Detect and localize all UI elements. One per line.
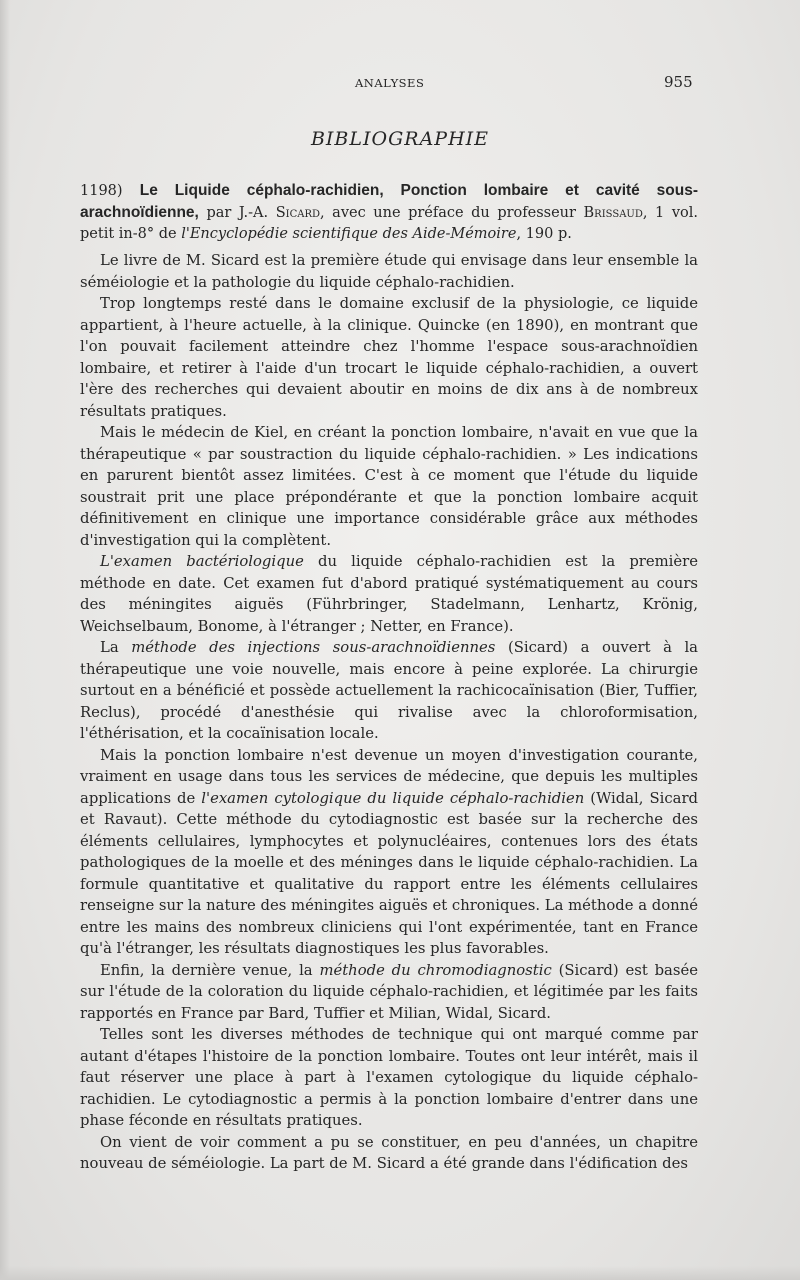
paragraph-text: (Widal, Sicard et Ravaut). Cette méthode du cytodiagnostic est basée sur la recherche des éléments cellulaires, lymphocytes et polynucléaires, contenues lors des états pathologiques de la moelle et des méninges dans le liquide céphalo-rachidien. La formule quantitative et qualitative du rapport entre les éléments cellulaires renseigne sur la nature des méningites aiguës et chroniques. La méthode a donné entre les mains des nombreux cliniciens qui l'ont expérimentée, tant en France qu'à l'étranger, les résultats diagnostiques les plus favorables. [80,789,698,957]
paragraph-emphasis: méthode du chromodiagnostic [319,961,552,979]
bibliography-entry [80,180,698,245]
paragraph [80,745,698,960]
section-title: BIBLIOGRAPHIE [310,128,490,150]
paragraph [80,422,698,551]
paragraph-emphasis: L'examen bactériologique [100,553,304,570]
entry-prefacer: Brissaud [583,205,643,221]
paragraph-text: Mais la ponction lombaire n'est devenue un moyen d'investigation courante, vraiment en usage dans tous les services de médecine, que depuis les multiples applications de [80,746,698,807]
paragraph-text: La [100,639,132,656]
paragraph-text: Mais le médecin de Kiel, en créant la ponction lombaire, n'avait en vue que la thérapeutique « par soustraction du liquide céphalo-rachidien. » Les indications en parurent bientôt assez limitées. C'est à ce moment que l'étude du liquide soustrait prit une place prépondérante et que la ponction lombaire acquit définitivement en clinique une importance considérable grâce aux méthodes d'investigation qui la complètent. [80,424,698,549]
paragraph-text: (Sicard) est basée sur l'étude de la coloration du liquide céphalo-rachidien, et légitimée par les faits rapportés en France par Bard, Tuffier et Milian, Widal, Sicard. [80,961,698,1022]
entry-number: 1198) [80,183,123,199]
running-title: ANALYSES [355,76,425,90]
paragraph [80,293,698,422]
paragraph [80,1132,698,1175]
entry-author: J.-A. Sicard [238,205,320,221]
entry-volume-text: , 1 vol. petit in-8° de [80,205,698,242]
running-head [0,74,800,94]
paragraph-text: Le livre de M. Sicard est la première étude qui envisage dans leur ensemble la séméiologie et la pathologie du liquide céphalo-rachidien. [80,252,698,291]
paragraph-text: (Sicard) a ouvert à la thérapeutique une voie nouvelle, mais encore à peine explorée. La chirurgie surtout en a bénéficié et possède actuellement la rachicocaïnisation (Bier, Tuffier, Reclus), procédé d'anesthésie qui rivalise avec la chloroformisation, l'éthérisation, et la cocaïnisation locale. [80,639,698,742]
entry-pages: , 190 p. [516,226,572,242]
paragraph-text: Telles sont les diverses méthodes de technique qui ont marqué comme par autant d'étapes l'histoire de la ponction lombaire. Toutes ont leur intérêt, mais il faut réserver une place à part à l'examen cytologique du liquide céphalo-rachidien. Le cytodiagnostic a permis à la ponction lombaire d'entrer dans une phase féconde en résultats pratiques. [80,1026,698,1129]
entry-citation [80,180,698,245]
paragraph-text: Enfin, la dernière venue, la [100,961,320,979]
paragraph-emphasis: l'examen cytologique du liquide céphalo-rachidien [201,789,585,807]
entry-title: Le Liquide céphalo-rachidien, Ponction lombaire et cavité sous-arachnoïdienne, [80,182,699,221]
paragraph-text: On vient de voir comment a pu se constituer, en peu d'années, un chapitre nouveau de séméiologie. La part de M. Sicard a été grande dans l'édification des [80,1133,698,1172]
entry-by: par [206,205,232,221]
page-number: 955 [664,73,693,91]
entry-preface-text: , avec une préface du professeur [320,205,576,221]
review-body [80,250,698,1175]
paragraph-text: Trop longtemps resté dans le domaine exclusif de la physiologie, ce liquide appartient, à l'heure actuelle, à la clinique. Quincke (en 1890), en montrant que l'on pouvait facilement atteindre chez l'homme l'espace sous-arachnoïdien lombaire, et retirer à l'aide d'un trocart le liquide céphalo-rachidien, a ouvert l'ère des recherches qui devaient aboutir en moins de dix ans à de nombreux résultats pratiques. [80,295,698,420]
page-shadow-bottom [0,1266,800,1280]
paragraph [80,960,698,1025]
paragraph [80,1024,698,1132]
paragraph-emphasis: méthode des injections sous-arachnoïdiennes [131,639,496,656]
paragraph [80,637,698,745]
paragraph-text: du liquide céphalo-rachidien est la première méthode en date. Cet examen fut d'abord pratiqué systématiquement au cours des méningites aiguës (Führbringer, Stadelmann, Lenhartz, Krönig, Weichselbaum, Bonome, à l'étranger ; Netter, en France). [80,553,698,635]
page-shadow-left [0,0,10,1280]
entry-series: l'Encyclopédie scientifique des Aide-Mémoire [181,226,517,242]
paragraph [80,250,698,293]
paragraph [80,551,698,637]
